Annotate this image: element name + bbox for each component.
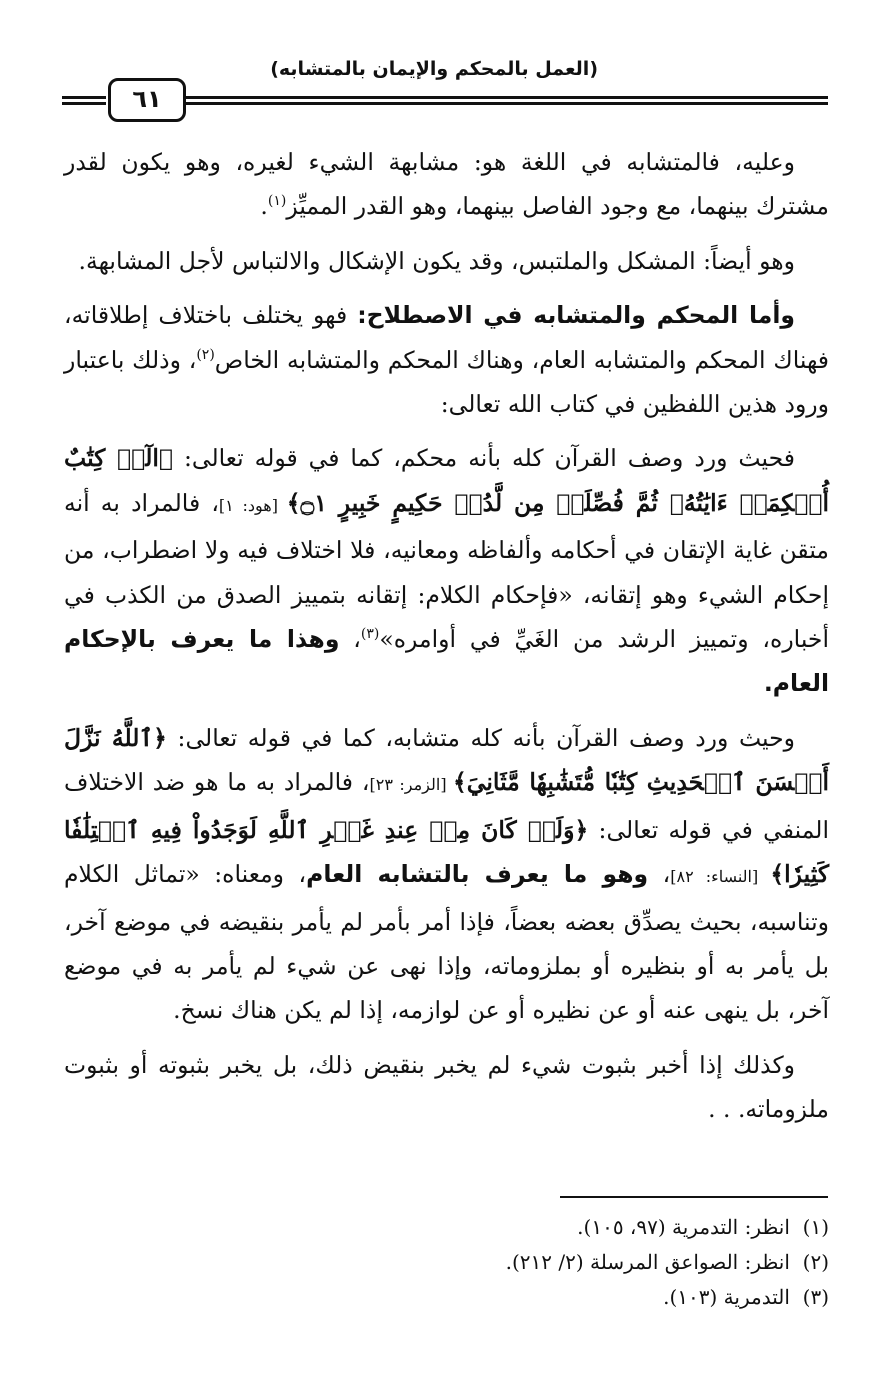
quran-verse: ﴿الٓرۚ كِتَٰبٌ أُحۡكِمَتۡ ءَايَٰتُهُۥ ثُمَّ فُصِّلَتۡ مِن لَّدُنۡ حَكِيمٍ خَبِيرٍ ۝١﴾	[64, 444, 830, 517]
bold-run: وهو ما يعرف بالتشابه العام	[306, 860, 649, 889]
text-run: ، وذلك باعتبار ورود هذين اللفظين في كتاب الله تعالى:	[64, 345, 829, 419]
quran-verse: ﴿ٱللَّهُ نَزَّلَ أَحۡسَنَ ٱلۡحَدِيثِ كِتَٰبٗا مُّتَشَٰبِهٗا مَّثَانِيَ﴾	[64, 723, 829, 797]
text-run: وحيث ورد وصف القرآن بأنه كله متشابه، كما في قوله تعالى:	[166, 723, 795, 752]
paragraph-4	[64, 436, 829, 705]
footnote-ref-1: (١)	[267, 193, 287, 210]
footnote-text: التدمرية (١٠٣).	[663, 1285, 790, 1309]
footnote-3	[64, 1280, 829, 1315]
text-run: ، فالمراد به أنه متقن غاية الإتقان في أحكامه وألفاظه ومعانيه، فلا اختلاف فيه ولا اضطراب، من إحكام الشيء وهو إتقانه، «فإحكام الكلام: إتقانه بتمييز الصدق من الكذب في أخباره، وتمييز الرشد من الغَيِّ في أوامره»	[64, 488, 829, 654]
header-rule-right	[184, 96, 828, 105]
footnote-2	[64, 1245, 829, 1280]
page-number: ٦١	[108, 78, 186, 122]
page-header	[60, 58, 828, 118]
paragraph-5	[64, 716, 829, 1033]
verse-reference: [الزمر: ٢٣]	[369, 775, 454, 795]
bold-run: وهذا ما يعرف بالإحكام العام.	[64, 625, 829, 698]
footnote-ref-3: (٣)	[360, 626, 380, 643]
verse-reference: [هود: ١]	[218, 495, 287, 515]
text-run: .	[260, 192, 268, 221]
text-run: ، فالمراد به ما هو ضد الاختلاف المنفي في قوله تعالى:	[64, 768, 829, 844]
footnote-separator	[560, 1196, 828, 1198]
footnote-text: انظر: الصواعق المرسلة (٢/ ٢١٢).	[505, 1250, 790, 1274]
paragraph-2	[64, 239, 829, 283]
verse-reference: [النساء: ٨٢]	[670, 867, 771, 887]
quran-verse: ﴿وَلَوۡ كَانَ مِنۡ عِندِ غَيۡرِ ٱللَّهِ لَوَجَدُواْ فِيهِ ٱخۡتِلَٰفٗا كَثِيرٗا﴾	[64, 815, 830, 889]
footnotes	[64, 1210, 829, 1315]
footnote-1	[64, 1210, 829, 1245]
text-run: وهو أيضاً: المشكل والملتبس، وقد يكون الإشكال والالتباس لأجل المشابهة.	[78, 246, 795, 275]
text-run: فحيث ورد وصف القرآن كله بأنه محكم، كما في قوله تعالى:	[173, 444, 795, 473]
text-run: فهو يختلف باختلاف إطلاقاته، فهناك المحكم والمتشابه العام، وهناك المحكم والمتشابه الخاص	[64, 301, 830, 374]
text-run: ، ومعناه: «تماثل الكلام وتناسبه، بحيث يصدِّق بعضه بعضاً، فإذا أمر بأمر لم يأمر بنقيضه في موضع آخر، بل يأمر به أو بنظيره أو بملزوماته، وإذا نهى عن شيء لم يأمر به في موضع آخر، بل ينهى عنه أو عن نظيره أو عن لوازمه، إذا لم يكن هناك نسخ.	[64, 860, 829, 1025]
header-rule-left	[62, 96, 106, 105]
text-run: وكذلك إذا أخبر بثبوت شيء لم يخبر بنقيض ذلك، بل يخبر بثبوته أو بثبوت ملزوماته. . .	[64, 1050, 829, 1124]
paragraph-6	[64, 1043, 829, 1132]
paragraph-3	[64, 293, 829, 426]
text-run: ،	[648, 860, 671, 889]
paragraph-1	[64, 140, 829, 229]
footnote-number: (١)	[802, 1215, 829, 1239]
text-run: ،	[339, 625, 361, 654]
footnote-number: (٢)	[802, 1250, 829, 1274]
footnote-number: (٣)	[802, 1285, 829, 1309]
bold-heading-run: وأما المحكم والمتشابه في الاصطلاح:	[357, 301, 795, 330]
footnote-ref-2: (٢)	[196, 346, 215, 363]
footnote-text: انظر: التدمرية (٩٧، ١٠٥).	[577, 1215, 790, 1239]
text-run: وعليه، فالمتشابه في اللغة هو: مشابهة الشيء لغيره، وهو يكون لقدر مشترك بينهما، مع وجود الفاصل بينهما، وهو القدر المميِّز	[64, 148, 829, 221]
running-title: (العمل بالمحكم والإيمان بالمتشابه)	[270, 58, 598, 80]
main-text	[64, 140, 829, 1132]
